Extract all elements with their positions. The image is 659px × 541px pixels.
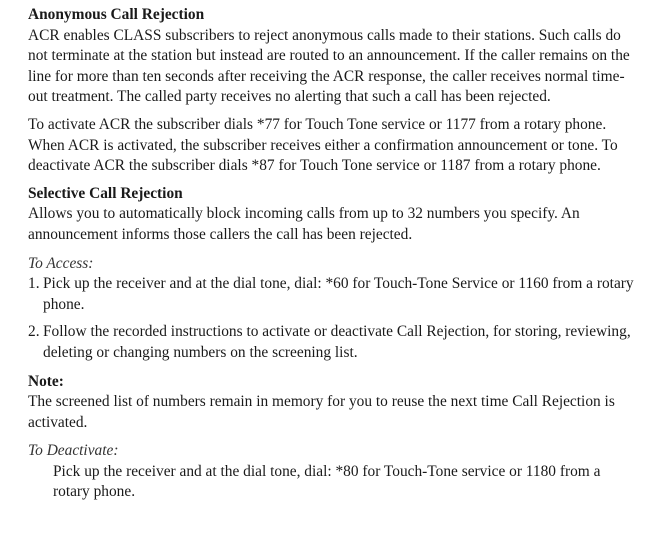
to-deactivate-label: To Deactivate: bbox=[28, 442, 119, 460]
note-text: The screened list of numbers remain in memory for you to reuse the next time Call Rejection is activated. bbox=[28, 393, 615, 431]
scr-paragraph-1: Allows you to automatically block incoming calls from up to 32 numbers you specify. An announcement informs those callers the call has been rejected. bbox=[28, 205, 580, 243]
deactivate-text: Pick up the receiver and at the dial tone, dial: *80 for Touch-Tone service or 1180 from a rotary phone. bbox=[53, 462, 601, 501]
acr-paragraph-2: To activate ACR the subscriber dials *77 for Touch Tone service or 1177 from a rotary phone. When ACR is activated, the subscriber receives either a confirmation announcement or tone. To deactivate ACR the subscriber dials *87 for Touch Tone service or 1187 from a rotary phone. bbox=[28, 115, 618, 175]
access-steps-list bbox=[28, 274, 639, 363]
step-text: Follow the recorded instructions to activate or deactivate Call Rejection, for storing, reviewing, deleting or changing numbers on the screening list. bbox=[43, 323, 631, 361]
note-heading: Note: bbox=[28, 372, 64, 390]
step-number: 2. bbox=[28, 323, 40, 341]
list-item bbox=[28, 274, 639, 315]
acr-paragraph-1: ACR enables CLASS subscribers to reject anonymous calls made to their stations. Such calls do not terminate at the station but instead are routed to an announcement. If the caller remains on the line for more than ten seconds after receiving the ACR response, the caller receives normal time-out treatment. The called party receives no alerting that such a call has been rejected. bbox=[28, 26, 630, 106]
acr-heading: Anonymous Call Rejection bbox=[28, 6, 205, 23]
to-access-label: To Access: bbox=[28, 254, 94, 272]
step-text: Pick up the receiver and at the dial tone, dial: *60 for Touch-Tone Service or 1160 from a rotary phone. bbox=[43, 275, 634, 313]
step-number: 1. bbox=[28, 275, 40, 293]
list-item bbox=[28, 322, 639, 363]
scr-heading: Selective Call Rejection bbox=[28, 184, 183, 202]
